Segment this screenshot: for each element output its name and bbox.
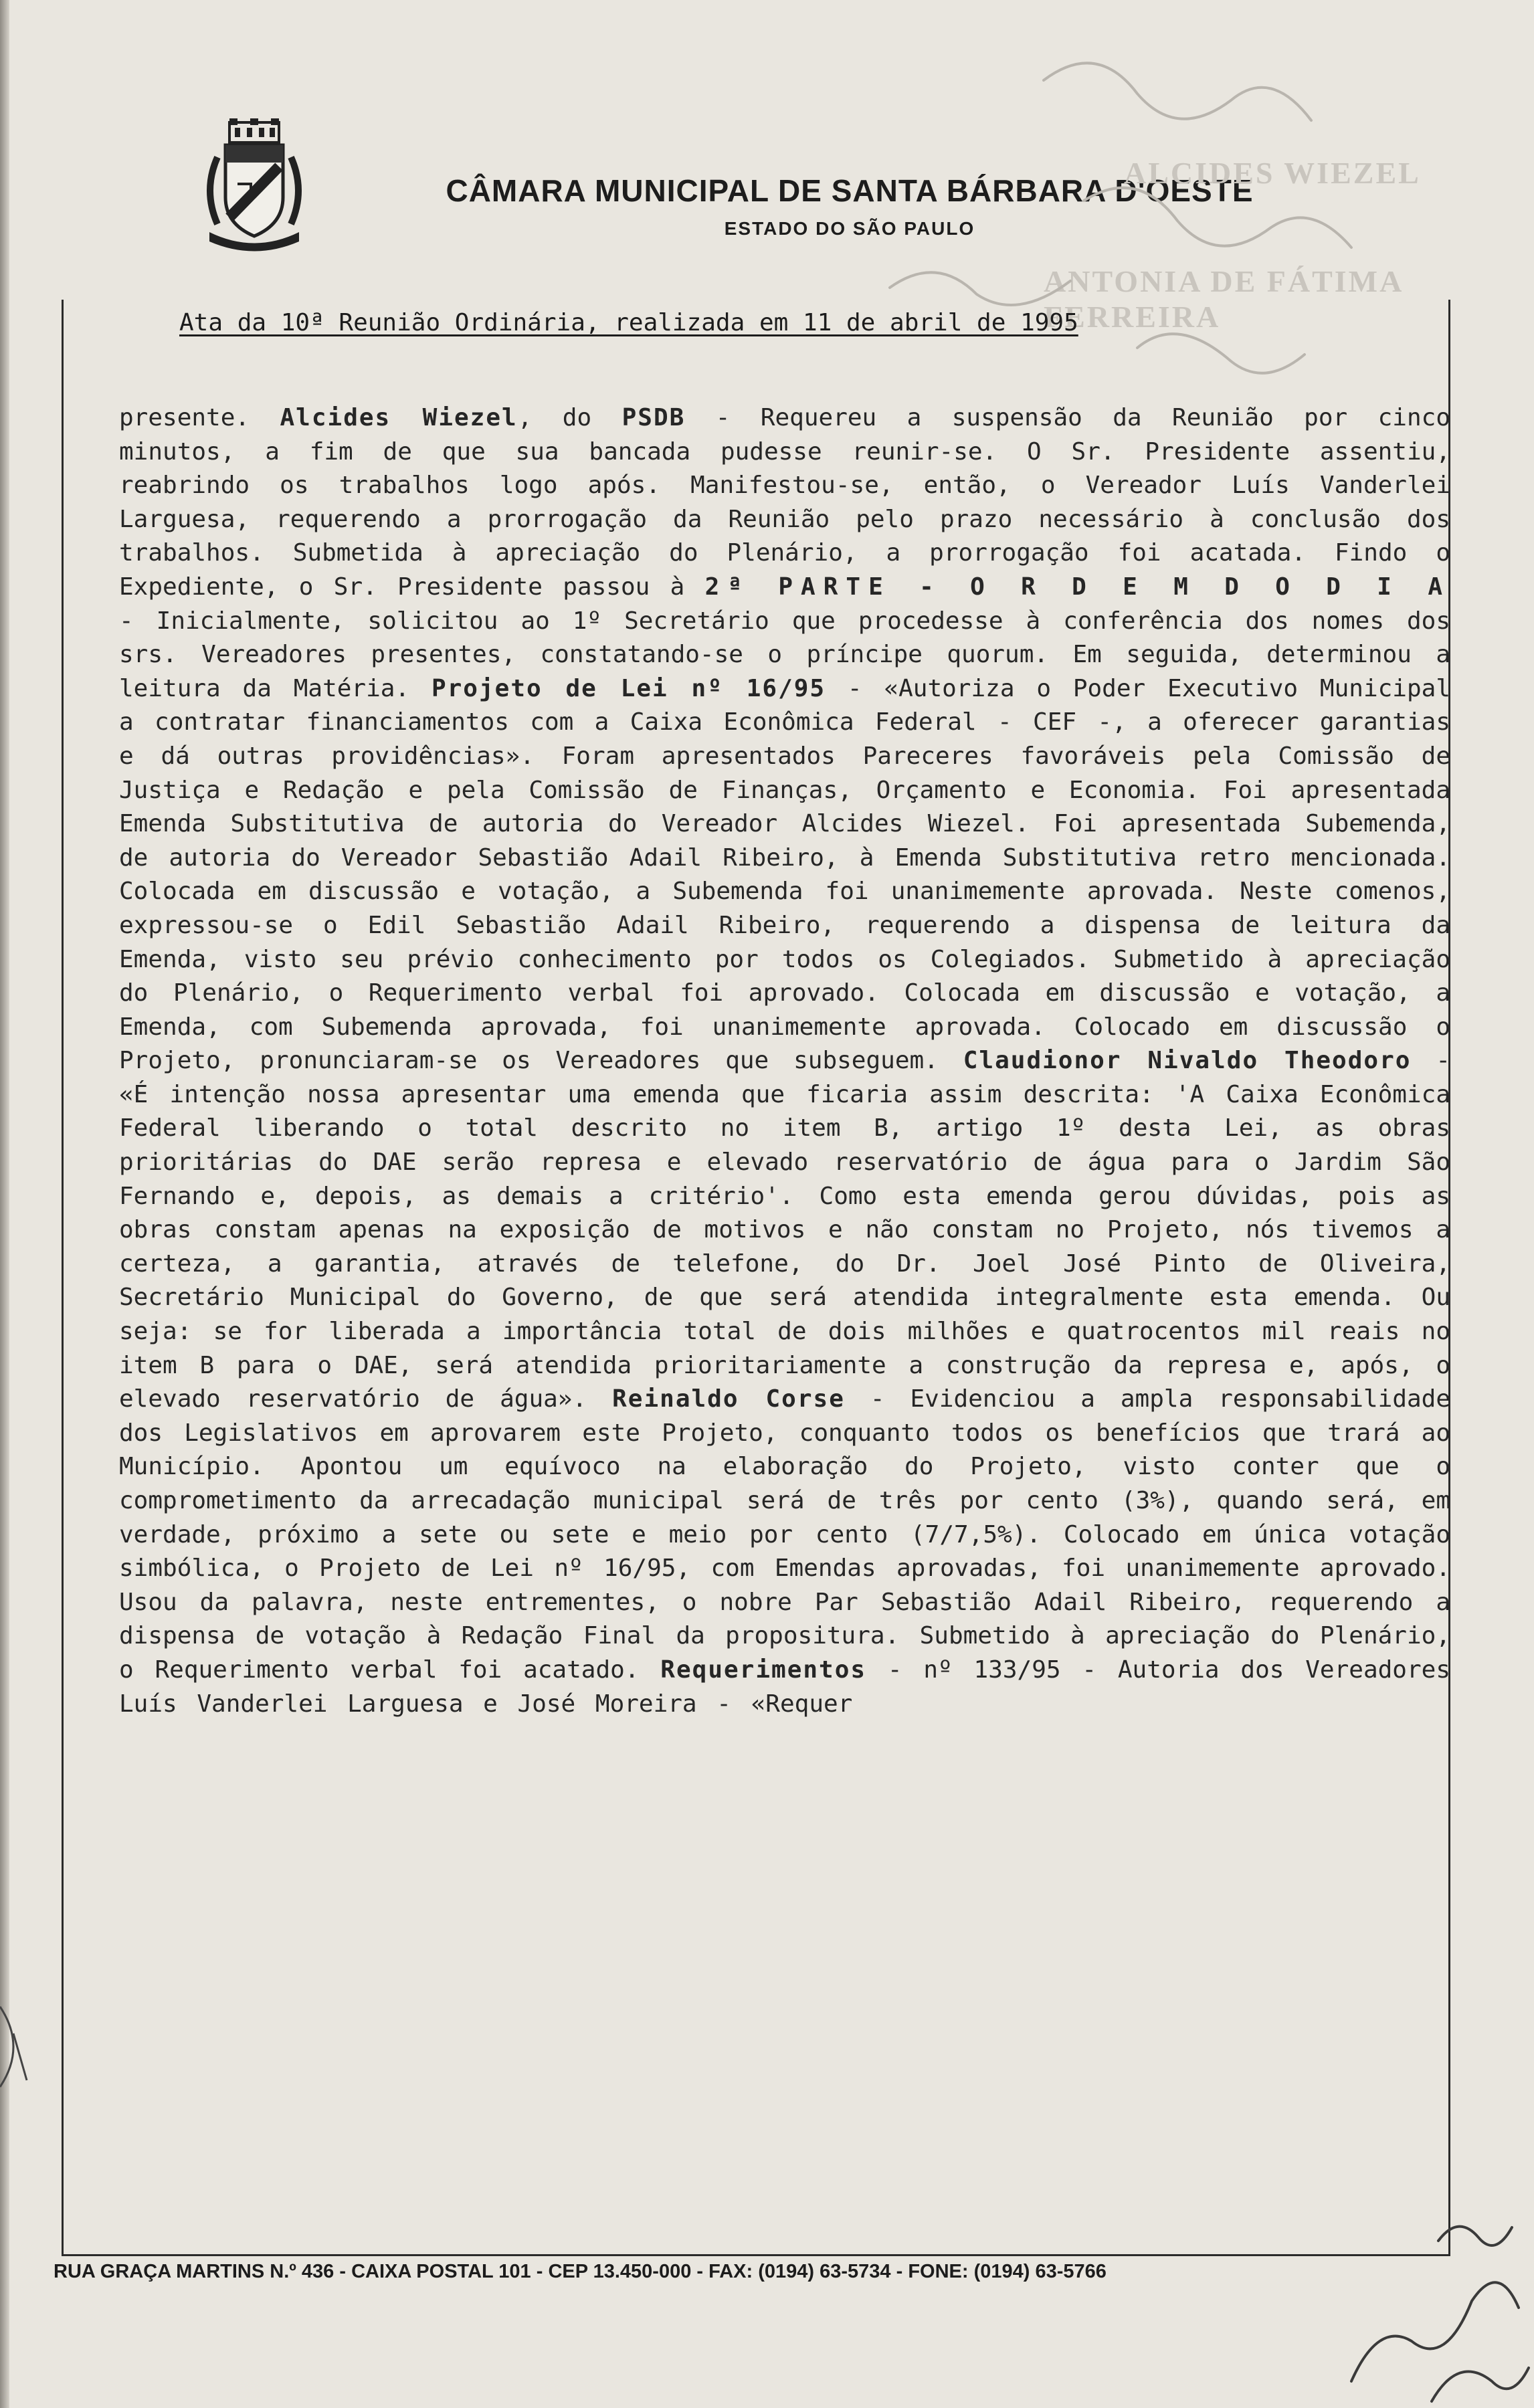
- speaker-name: Alcides Wiezel: [280, 404, 518, 431]
- speaker-name: Reinaldo Corse: [612, 1385, 845, 1413]
- section-heading: 2ª PARTE - O R D E M D O D I A: [704, 573, 1450, 601]
- faded-stamp-line-2: ANTONIA DE FÁTIMA FERREIRA: [1044, 264, 1402, 334]
- institution-name: CÂMARA MUNICIPAL DE SANTA BÁRBARA D'OESTE: [446, 173, 1254, 208]
- party-name: PSDB: [621, 404, 686, 431]
- faded-stamp-line-1: ALCIDES WIEZEL: [1124, 156, 1421, 190]
- address-footer: RUA GRAÇA MARTINS N.º 436 - CAIXA POSTAL 101 - CEP 13.450-000 - FAX: (0194) 63-5734 - FONE: (0194) 63-5766: [54, 2261, 1107, 2282]
- institution-state: ESTADO DO SÃO PAULO: [724, 218, 975, 239]
- document-title: Ata da 10ª Reunião Ordinária, realizada em 11 de abril de 1995: [179, 309, 1078, 336]
- requests-heading: Requerimentos: [660, 1656, 867, 1684]
- speaker-name: Claudionor Nivaldo Theodoro: [963, 1047, 1412, 1075]
- bill-heading: Projeto de Lei nº 16/95: [431, 674, 826, 702]
- minutes-body-text: presente. Alcides Wiezel, do PSDB - Requereu a suspensão da Reunião por cinco minutos, a fim de que sua bancada pudesse reunir-se. O Sr. Presidente assentiu, reabrindo os trabalhos logo após. Manifestou-se, então, o Vereador Luís Vanderlei Larguesa, requerendo a prorrogação da Reunião pelo prazo necessário à conclusão dos trabalhos. Submetida à apreciação do Plenário, a prorrogação foi acatada. Findo o Expediente, o Sr. Presidente passou à 2ª PARTE - O R D E M D O D I A - Inicialmente, solicitou ao 1º Secretário que procedesse à conferência dos nomes dos srs. Vereadores presentes, constatando-se o príncipe quorum. Em seguida, determinou a leitura da Matéria. Projeto de Lei nº 16/95 - «Autoriza o Poder Executivo Municipal a contratar financiamentos com a Caixa Econômica Federal - CEF -, a oferecer garantias e dá outras providências». Foram apresentados Pareceres favoráveis pela Comissão de Justiça e Redação e pela Comissão de Finanças, Orçamento e Economia. Foi apresentada Emenda Substitutiva de autoria do Vereador Alcides Wiezel. Foi apresentada Subemenda, de autoria do Vereador Sebastião Adail Ribeiro, à Emenda Substitutiva retro mencionada. Colocada em discussão e votação, a Subemenda foi unanimemente aprovada. Neste comenos, expressou-se o Edil Sebastião Adail Ribeiro, requerendo a dispensa de leitura da Emenda, visto seu prévio conhecimento por todos os Colegiados. Submetido à apreciação do Plenário, o Requerimento verbal foi aprovado. Colocada em discussão e votação, a Emenda, com Subemenda aprovada, foi unanimemente aprovada. Colocado em discussão o Projeto, pronunciaram-se os Vereadores que subseguem. Claudionor Nivaldo Theodoro - «É intenção nossa apresentar uma emenda que ficaria assim descrita: 'A Caixa Econômica Federal liberando o total descrito no item B, artigo 1º desta Lei, as obras prioritárias do DAE serão represa e elevado reservatório de água para o Jardim São Fernando e, depois, as demais a critério'. Como esta emenda gerou dúvidas, pois as obras constam apenas na exposição de motivos e não constam no Projeto, nós tivemos a certeza, a garantia, através de telefone, do Dr. Joel José Pinto de Oliveira, Secretário Municipal do Governo, de que será atendida integralmente esta emenda. Ou seja: se for liberada a importância total de dois milhões e quatrocentos mil reais no item B para o DAE, será atendida prioritariamente a construção da represa e, após, o elevado reservatório de água». Reinaldo Corse - Evidenciou a ampla responsabilidade dos Legislativos em aprovarem este Projeto, conquanto todos os benefícios que trará ao Município. Apontou um equívoco na elaboração do Projeto, visto conter que o comprometimento da arrecadação municipal será de três por cento (3%), quando será, em verdade, próximo a sete ou sete e meio por cento (7/7,5%). Colocado em única votação simbólica, o Projeto de Lei nº 16/95, com Emendas aprovadas, foi unanimemente aprovado. Usou da palavra, neste entrementes, o nobre Par Sebastião Adail Ribeiro, requerendo a dispensa de votação à Redação Final da propositura. Submetido à apreciação do Plenário, o Requerimento verbal foi acatado. Requerimentos - nº 133/95 - Autoria dos Vereadores Luís Vanderlei Larguesa e José Moreira - «Requer: [119, 404, 1450, 1718]
- municipal-coat-of-arms-icon: [197, 117, 311, 254]
- page-binding-edge: [0, 0, 9, 2408]
